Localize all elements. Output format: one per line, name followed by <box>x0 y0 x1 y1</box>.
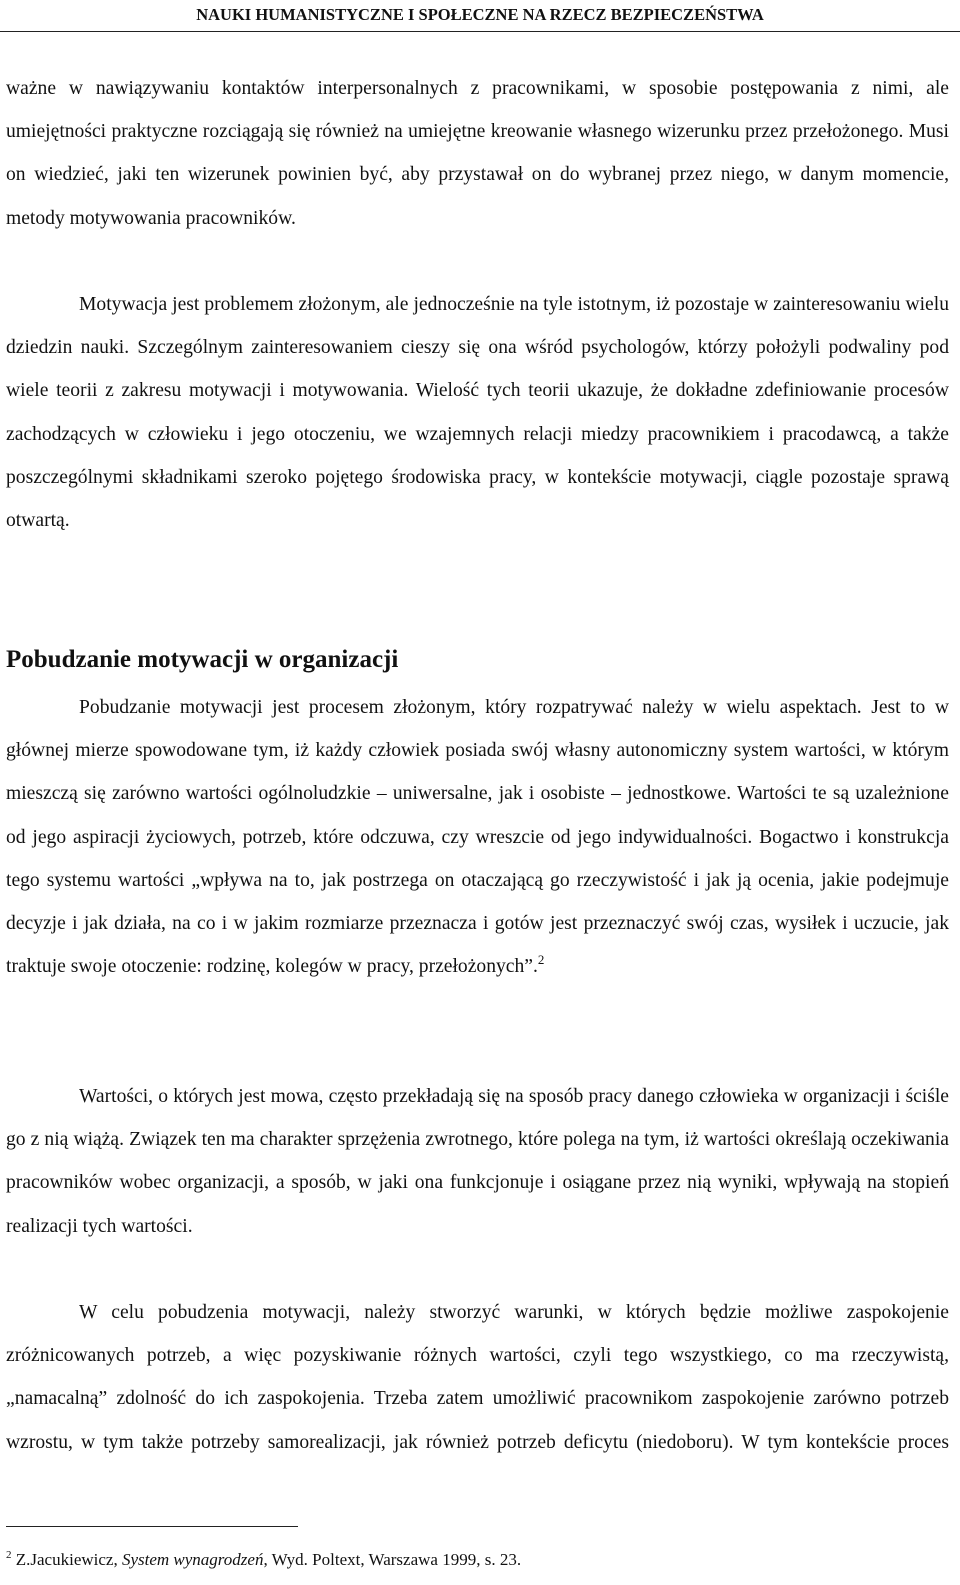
section-heading: Pobudzanie motywacji w organizacji <box>6 646 399 673</box>
paragraph-wartosci: Wartości, o których jest mowa, często przekładają się na sposób pracy danego człowieka w organizacji i ściśle go z nią wiążą. Związek ten ma charakter sprzężenia zwrotnego, które polega na tym, iż wartości określają oczekiwania pracowników wobec organizacji, a sposób, w jaki ona funkcjonuje i osiągane przez nią wyniki, wpływają na stopień realizacji tych wartości. <box>6 1086 949 1237</box>
paragraph-w-celu: W celu pobudzenia motywacji, należy stworzyć warunki, w których będzie możliwe zaspokojenie zróżnicowanych potrzeb, a więc pozyskiwanie różnych wartości, czyli tego wszystkiego, co ma rzeczywistą, „namacalną” zdolność do ich zaspokojenia. Trzeba zatem umożliwić pracownikom zaspokojenie zarówno potrzeb wzrostu, w tym także potrzeby samorealizacji, jak również potrzeb deficytu (niedoboru). W tym kontekście proces <box>6 1302 949 1453</box>
footnote <box>6 1540 946 1580</box>
footnote-book-title: System wynagrodzeń <box>121 1550 264 1569</box>
footnote-reference[interactable]: 2 <box>537 952 545 968</box>
paragraph-pobudzanie <box>6 686 949 988</box>
footnote-number: 2 <box>6 1549 12 1561</box>
paragraph-pobudzanie-text: Pobudzanie motywacji jest procesem złożonym, który rozpatrywać należy w wielu aspektach. Jest to w głównej mierze spowodowane tym, iż każdy człowiek posiada swój własny autonomiczny system wartości, w którym mieszczą się zarówno wartości ogólnoludzkie – uniwersalne, jak i osobiste – jednostkowe. Wartości te są uzależnione od jego aspiracji życiowych, potrzeb, które odczuwa, czy wreszcie od jego indywidualności. Bogactwo i konstrukcja tego systemu wartości „wpływa na to, jak postrzega on otaczającą go rzeczywistość i jak ją ocenia, jakie podejmuje decyzje i jak działa, na co i w jakim rozmiarze przeznacza i gotów jest przeznaczyć swój czas, wysiłek i uczucie, jak traktuje swoje otoczenie: rodzinę, kolegów w pracy, przełożonych”. <box>6 697 949 978</box>
footnote-divider <box>6 1526 298 1527</box>
paragraph-continuation: ważne w nawiązywaniu kontaktów interpersonalnych z pracownikami, w sposobie postępowania z nimi, ale umiejętności praktyczne rozciągają się również na umiejętne kreowanie własnego wizerunku przez przełożonego. Musi on wiedzieć, jaki ten wizerunek powinien być, aby przystawał on do wybranej przez niego, w danym momencie, metody motywowania pracowników. <box>6 78 949 229</box>
header-divider <box>0 31 960 32</box>
running-header: NAUKI HUMANISTYCZNE I SPOŁECZNE NA RZECZ BEZPIECZEŃSTWA <box>196 5 764 24</box>
paragraph-motywacja: Motywacja jest problemem złożonym, ale jednocześnie na tyle istotnym, iż pozostaje w zainteresowaniu wielu dziedzin nauki. Szczególnym zainteresowaniem cieszy się ona wśród psychologów, którzy położyli podwaliny pod wiele teorii z zakresu motywacji i motywowania. Wielość tych teorii ukazuje, że dokładne zdefiniowanie procesów zachodzących w człowieku i jego otoczeniu, we wzajemnych relacji miedzy pracownikiem i pracodawcą, a także poszczególnymi składnikami szeroko pojętego środowiska pracy, w kontekście motywacji, ciągle pozostaje sprawą otwartą. <box>6 294 949 532</box>
footnote-text-before: Z.Jacukiewicz, <box>11 1550 122 1569</box>
footnote-text-after: , Wyd. Poltext, Warszawa 1999, s. 23. <box>263 1550 522 1569</box>
